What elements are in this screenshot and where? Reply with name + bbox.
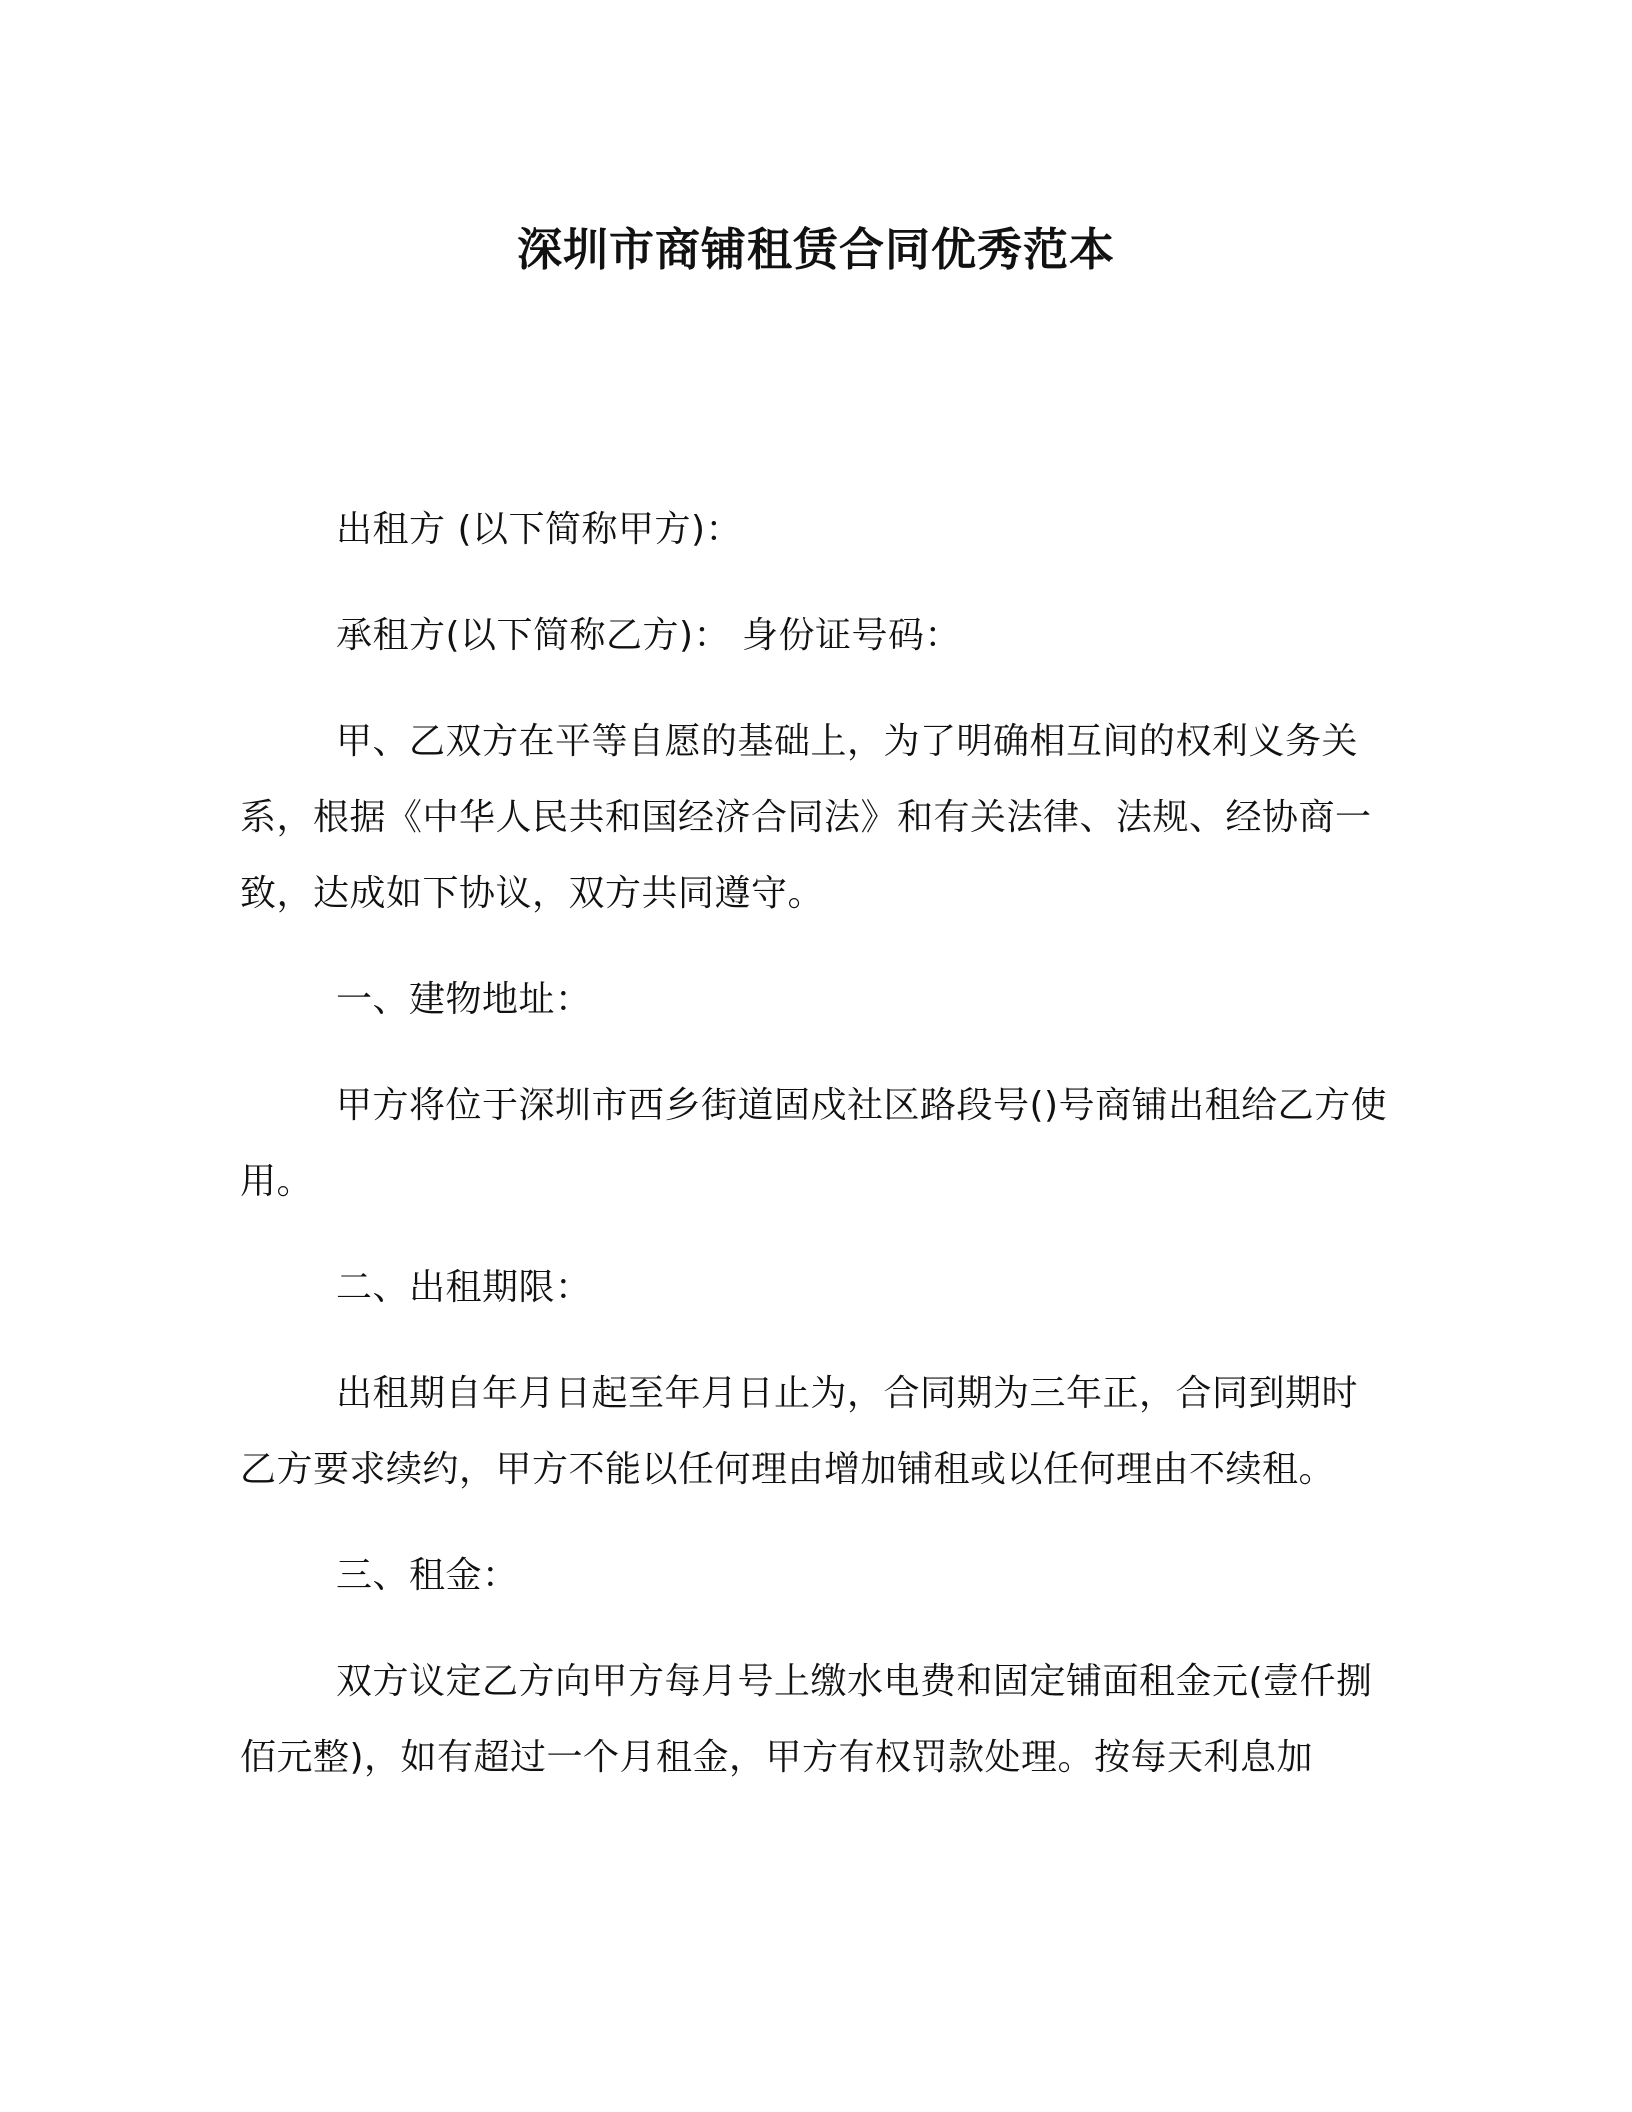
heading-rent: 三、租金：: [336, 1555, 519, 1596]
document-body: [240, 492, 1390, 1826]
paragraph-rent: 双方议定乙方向甲方每月号上缴水电费和固定铺面租金元(壹仟捌佰元整)，如有超过一个月租金，甲方有权罚款处理。按每天利息加: [240, 1661, 1373, 1778]
document-title: 深圳市商铺租赁合同优秀范本: [516, 223, 1115, 276]
heading-lease-term: 二、出租期限：: [336, 1267, 592, 1308]
paragraph-preamble: 甲、乙双方在平等自愿的基础上，为了明确相互间的权利义务关系，根据《中华人民共和国经济合同法》和有关法律、法规、经协商一致，达成如下协议，双方共同遵守。: [240, 721, 1372, 914]
heading-building-address: 一、建物地址：: [336, 979, 592, 1020]
paragraph-building-address: 甲方将位于深圳市西乡街道固戍社区路段号()号商铺出租给乙方使用。: [240, 1085, 1388, 1202]
paragraph-lessor: 出租方 (以下简称甲方)：: [336, 509, 743, 550]
paragraph-lease-term: 出租期自年月日起至年月日止为，合同期为三年正，合同到期时乙方要求续约，甲方不能以任何理由增加铺租或以任何理由不续租。: [240, 1373, 1359, 1490]
paragraph-lessee: 承租方(以下简称乙方)： 身份证号码：: [336, 615, 962, 656]
